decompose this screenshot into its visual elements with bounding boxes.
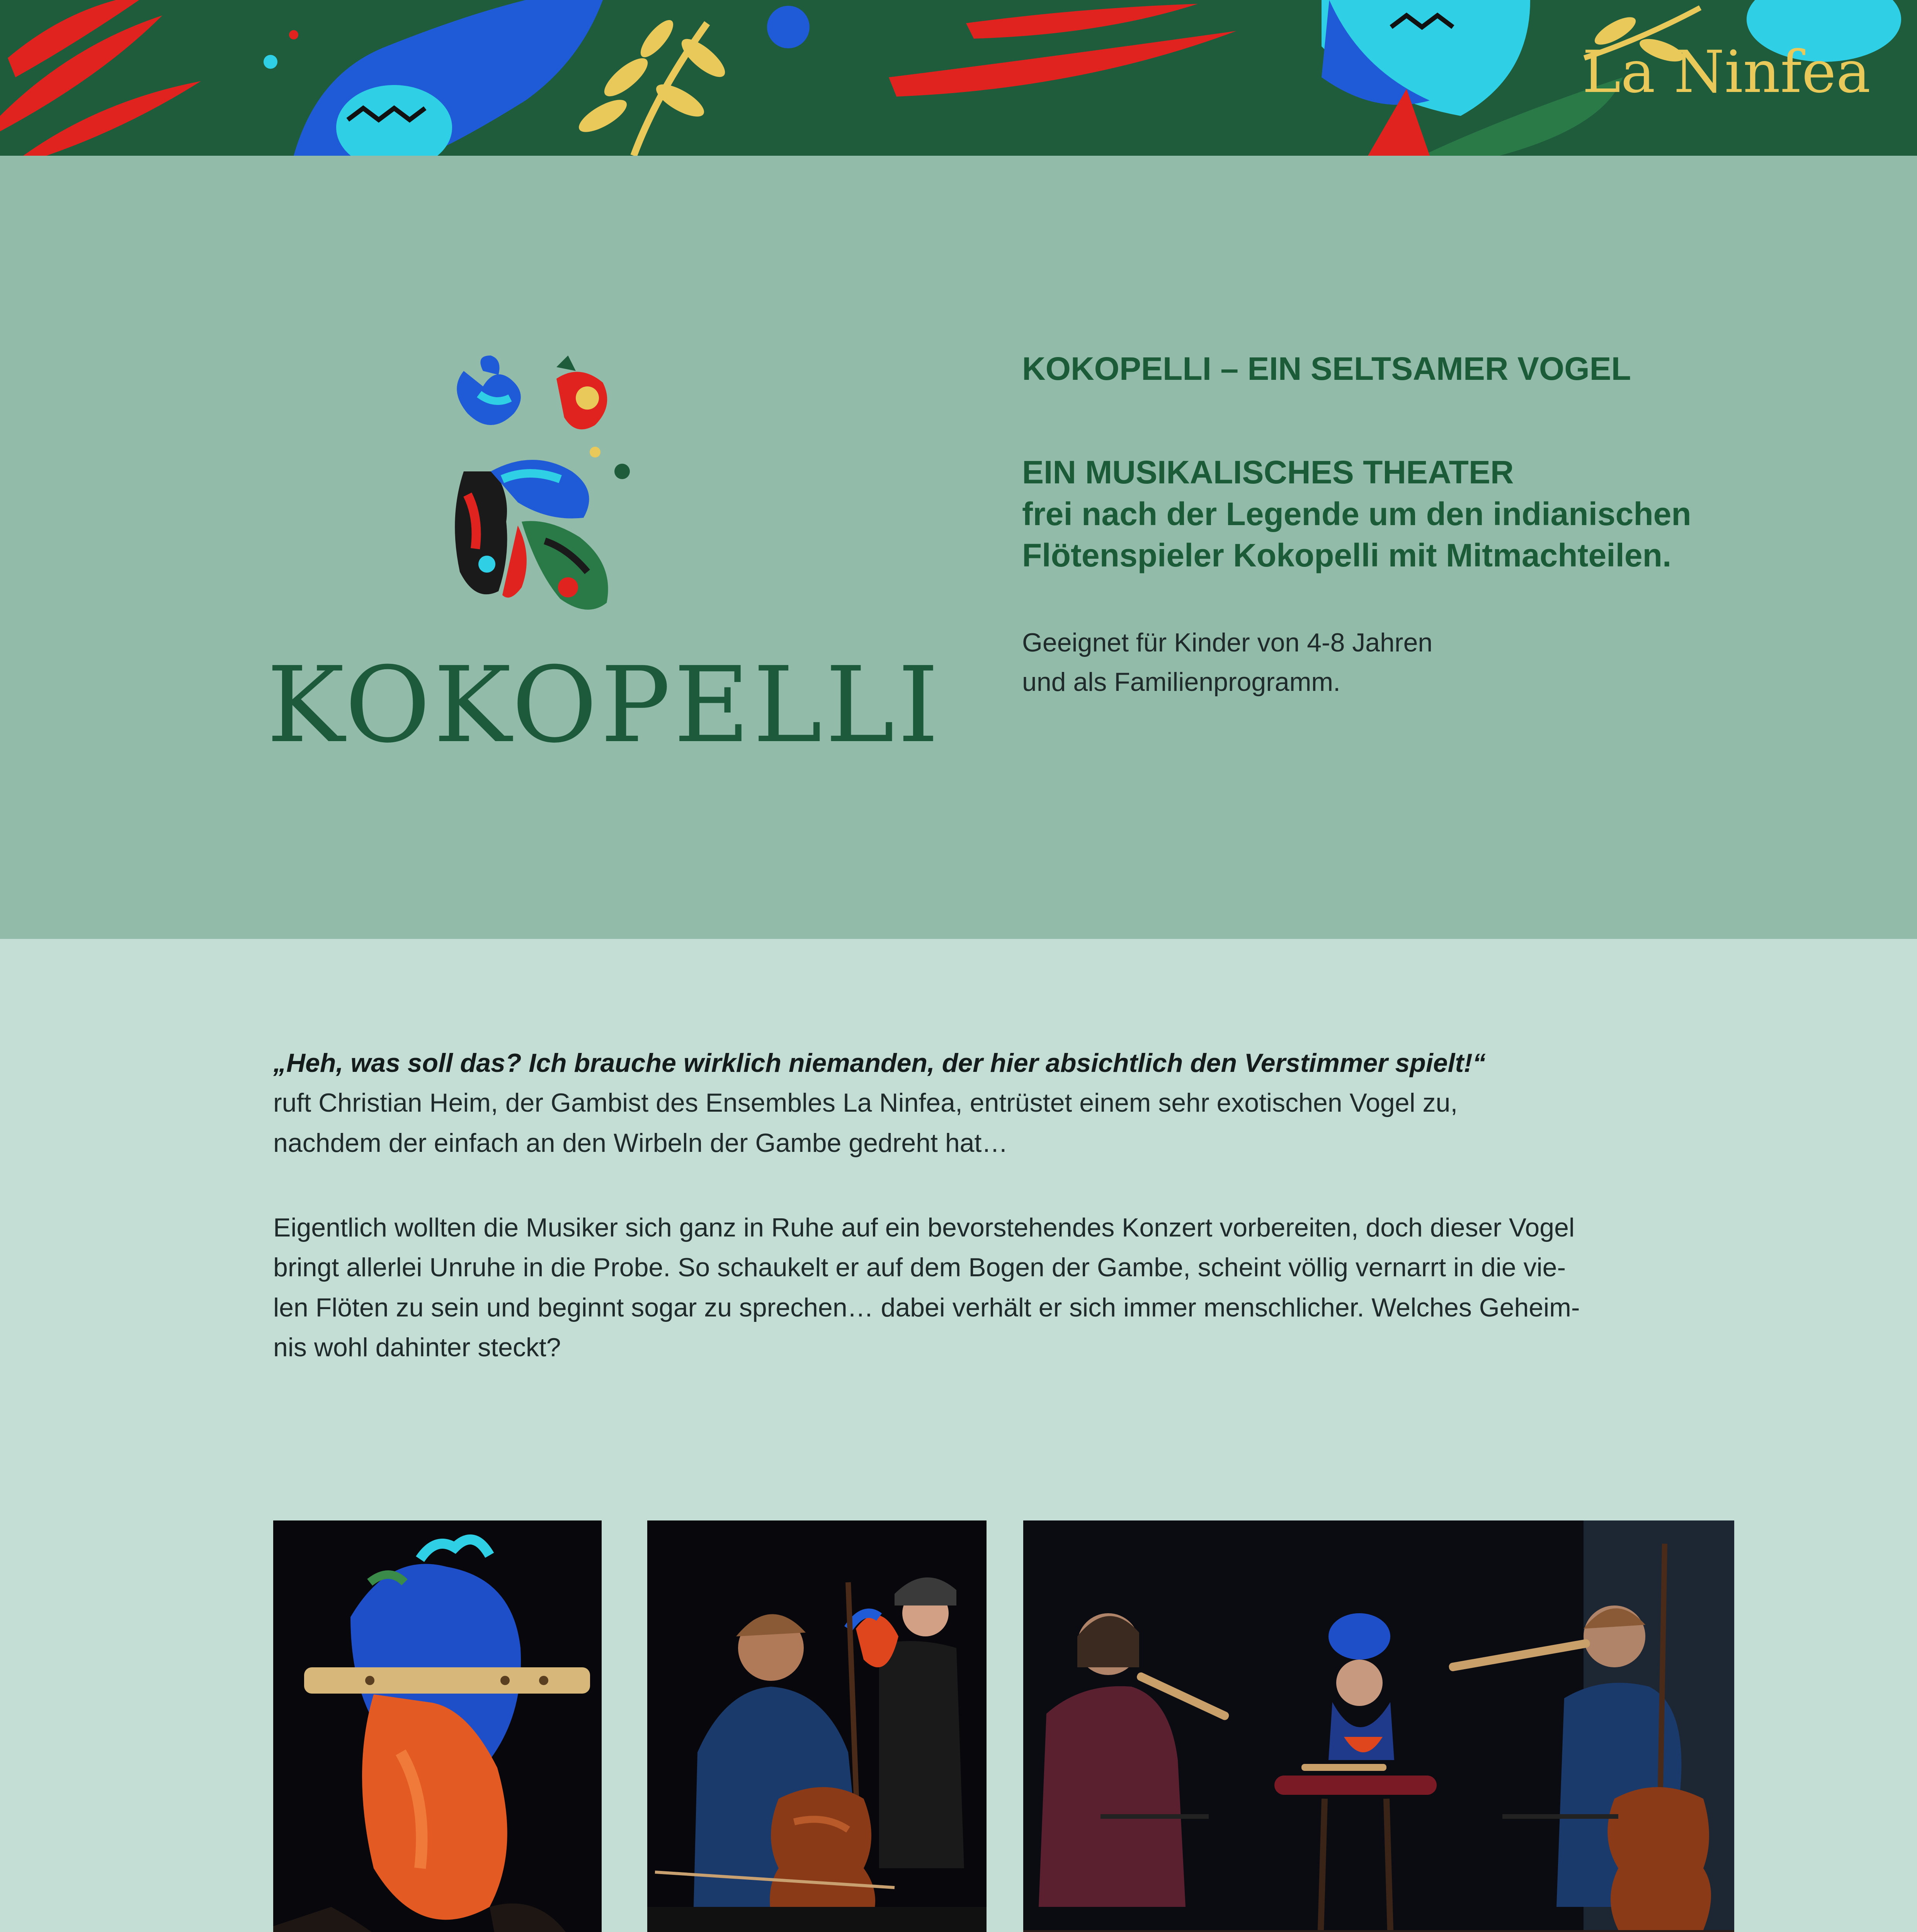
show-subtitle — [1022, 452, 1795, 577]
opening-quote: „Heh, was soll das? Ich brauche wirklich niemanden, der hier absichtlich den Verstimmer spielt!“ — [273, 1048, 1486, 1078]
photo-bird-puppet-with-flute — [273, 1520, 602, 1932]
story-line: ruft Christian Heim, der Gambist des Ensembles La Ninfea, entrüstet einem sehr exotischen Vogel zu, — [273, 1088, 1458, 1118]
subtitle-line: EIN MUSIKALISCHES THEATER — [1022, 454, 1514, 491]
photo-trio-performance — [1023, 1520, 1734, 1932]
audience-line: Geeignet für Kinder von 4-8 Jahren — [1022, 628, 1433, 657]
photo-gambist-with-puppeteer — [647, 1520, 987, 1932]
audience-line: und als Familienprogramm. — [1022, 667, 1340, 697]
subtitle-line: frei nach der Legende um den indianischen — [1022, 495, 1691, 532]
story-line: len Flöten zu sein und beginnt sogar zu sprechen… dabei verhält er sich immer menschlicher. Welches Geheim- — [273, 1293, 1580, 1322]
decorative-banner — [0, 0, 1917, 156]
story-paragraph — [273, 1208, 1734, 1367]
story-text — [273, 1043, 1734, 1368]
audience-note — [1022, 623, 1795, 702]
story-line: Eigentlich wollten die Musiker sich ganz in Ruhe auf ein bevorstehendes Konzert vorbereiten, doch dieser Vogel — [273, 1213, 1575, 1243]
show-title: KOKOPELLI – EIN SELTSAMER VOGEL — [1022, 350, 1631, 387]
story-line: nis wohl dahinter steckt? — [273, 1333, 561, 1362]
story-line: bringt allerlei Unruhe in die Probe. So schaukelt er auf dem Bogen der Gambe, scheint völlig vernarrt in die vie- — [273, 1253, 1566, 1282]
subtitle-line: Flötenspieler Kokopelli mit Mitmachteilen. — [1022, 537, 1672, 574]
hero-text-block — [1022, 348, 1795, 702]
story-line: nachdem der einfach an den Wirbeln der Gambe gedreht hat… — [273, 1128, 1008, 1158]
banner-brand-logo: La Ninfea — [1582, 39, 1871, 106]
kokopelli-wordmark: KOKOPELLI — [267, 644, 942, 766]
kokopelli-bird-logo — [433, 355, 649, 626]
